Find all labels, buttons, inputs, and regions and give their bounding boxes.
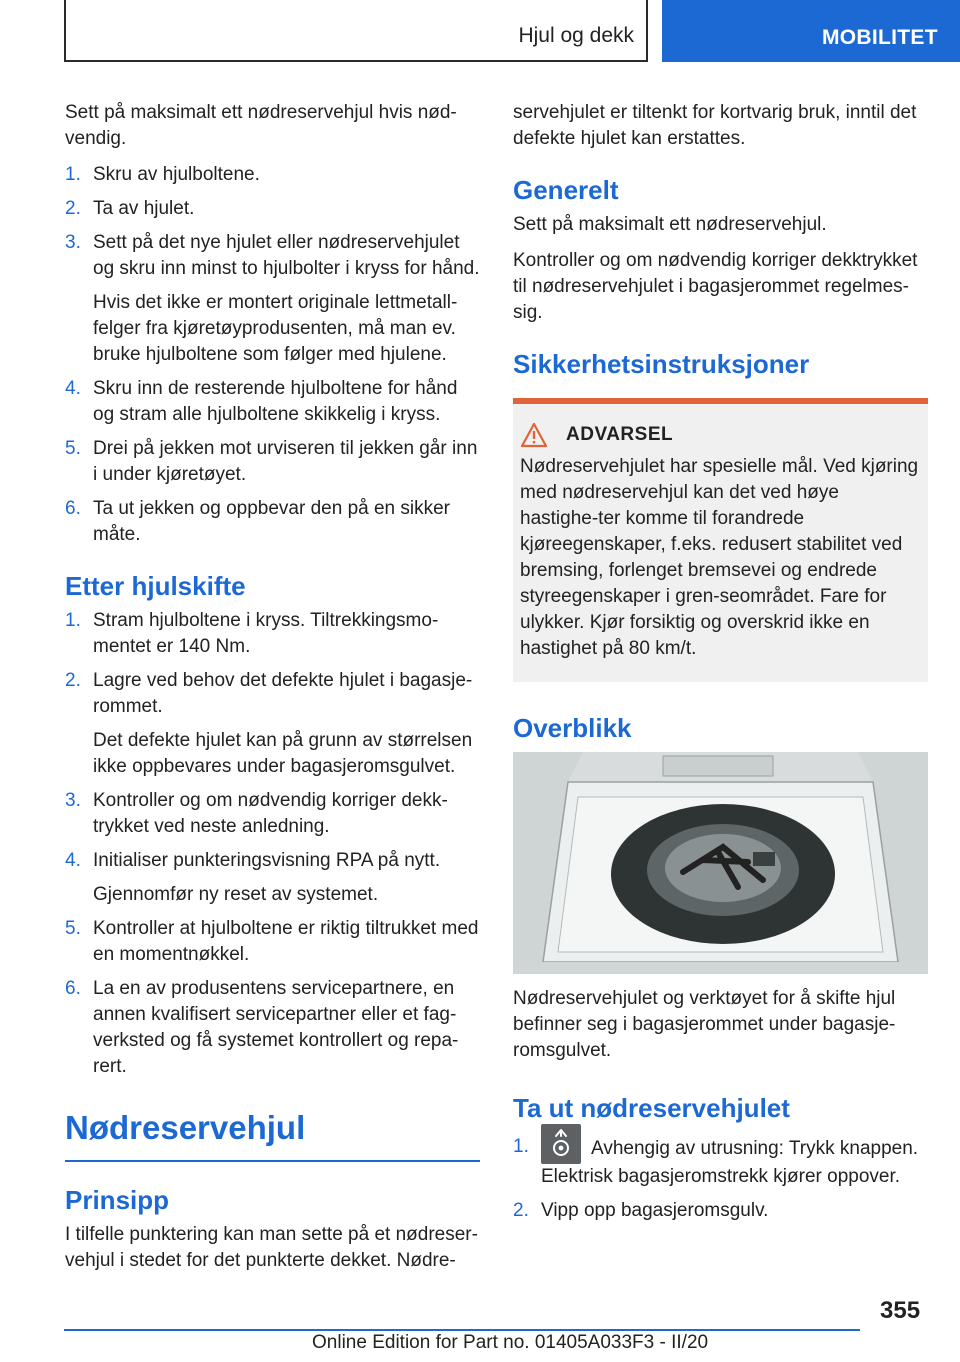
warning-text: Nødreservehjulet har spesielle mål. Ved kjøring med nødreservehjul kan det ved høye hastighe-ter komme til forandrede kjøreegenskaper, f.eks. redusert stabilitet ved bremsing, forlenget bremsevei og endrede styreegenskaper i gren-seområdet. Fare for ulykker. Kjør forsiktig og overskrid ikke en hastighet på 80 km/t. <box>520 456 919 659</box>
warning-box <box>513 398 928 682</box>
list-item: 4. Initialiser punkteringsvisning RPA på nytt. Gjennomfør ny reset av systemet. <box>65 848 480 908</box>
list-item: 2. Ta av hjulet. <box>65 198 195 219</box>
footer-divider <box>64 1329 860 1331</box>
general-paragraph-2: Kontroller og om nødvendig korriger dekktrykket til nødreservehjulet i bagasjerommet regelmes-sig. <box>513 250 918 323</box>
warning-title: ADVARSEL <box>566 424 674 445</box>
overview-heading: Overblikk <box>513 713 632 743</box>
after-change-steps <box>65 608 480 1080</box>
list-item: 5. Drei på jekken mot urviseren til jekken går inn i under kjøretøyet. <box>65 438 478 485</box>
list-item: 2. Lagre ved behov det defekte hjulet i bagasje-rommet. Det defekte hjulet kan på grunn av størrelsen ikke oppbevares under bagasjeromsgulvet. <box>65 668 480 780</box>
step-note: Hvis det ikke er montert originale lettmetall-felger fra kjøretøyprodusenten, må man ev. bruke hjulboltene som følger med hjulene. <box>93 292 458 365</box>
right-column <box>513 100 928 1232</box>
trunk-floor-button-icon <box>541 1124 581 1164</box>
list-item: 6. La en av produsentens servicepartnere, en annen kvalifisert servicepartner eller et fag-verksted og få systemet kontrollert og repa-rert. <box>65 978 459 1077</box>
header-chapter-title: MOBILITET <box>822 26 938 49</box>
list-item: 1. Avhengig av utrusning: Trykk knappen. Elektrisk bagasjeromstrekk kjører oppover. <box>513 1134 928 1190</box>
step-note: Gjennomfør ny reset av systemet. <box>93 884 379 905</box>
list-item: 1. Stram hjulboltene i kryss. Tiltrekkingsmo-mentet er 140 Nm. <box>65 610 439 657</box>
list-item: 3. Kontroller og om nødvendig korriger dekk-trykket ved neste anledning. <box>65 790 448 837</box>
list-item: 5. Kontroller at hjulboltene er riktig tiltrukket med en momentnøkkel. <box>65 918 479 965</box>
list-item: 4. Skru inn de resterende hjulboltene for hånd og stram alle hjulboltene skikkelig i kryss. <box>65 378 458 425</box>
general-paragraph-1: Sett på maksimalt ett nødreservehjul. <box>513 214 827 235</box>
list-item: 3. Sett på det nye hjulet eller nødreservehjulet og skru inn minst to hjulbolter i kryss for hånd. Hvis det ikke er montert originale lettmetall-felger fra kjøretøyprodusenten, må man ev. bruke hjulboltene som følger med hjulene. <box>65 230 480 368</box>
main-section-heading: Nødreservehjul <box>65 1106 480 1162</box>
header-section-box <box>64 0 648 62</box>
warning-triangle-icon <box>520 422 548 448</box>
list-item: 1. Skru av hjulboltene. <box>65 164 260 185</box>
step-note: Det defekte hjulet kan på grunn av størrelsen ikke oppbevares under bagasjeromsgulvet. <box>93 730 473 777</box>
header-section-title: Hjul og dekk <box>518 24 634 47</box>
header-chapter-tab <box>662 0 960 62</box>
intro-paragraph: Sett på maksimalt ett nødreservehjul hvis nød-vendig. <box>65 102 457 149</box>
safety-heading: Sikkerhetsinstruksjoner <box>513 349 810 379</box>
left-column <box>65 100 480 1284</box>
footer-edition: Online Edition for Part no. 01405A033F3 - II/20 <box>312 1332 709 1353</box>
takeout-heading: Ta ut nødreservehjulet <box>513 1093 790 1123</box>
principle-paragraph: I tilfelle punktering kan man sette på et nødreser-vehjul i stedet for det punkterte dekket. Nødre- <box>65 1224 478 1271</box>
overview-caption: Nødreservehjulet og verktøyet for å skifte hjul befinner seg i bagasjerommet under bagasje-romsgulvet. <box>513 988 896 1061</box>
general-heading: Generelt <box>513 175 619 205</box>
takeout-steps <box>513 1134 928 1224</box>
spare-wheel-illustration <box>513 752 928 974</box>
list-item: 2. Vipp opp bagasjeromsgulv. <box>513 1200 769 1221</box>
list-item: 6. Ta ut jekken og oppbevar den på en sikker måte. <box>65 498 451 545</box>
trunk-illustration <box>513 752 928 974</box>
page-number: 355 <box>880 1297 921 1324</box>
wheel-change-steps <box>65 162 480 548</box>
after-change-heading: Etter hjulskifte <box>65 571 246 601</box>
principle-heading: Prinsipp <box>65 1185 170 1215</box>
continued-paragraph: servehjulet er tiltenkt for kortvarig bruk, inntil det defekte hjulet kan erstattes. <box>513 102 917 149</box>
